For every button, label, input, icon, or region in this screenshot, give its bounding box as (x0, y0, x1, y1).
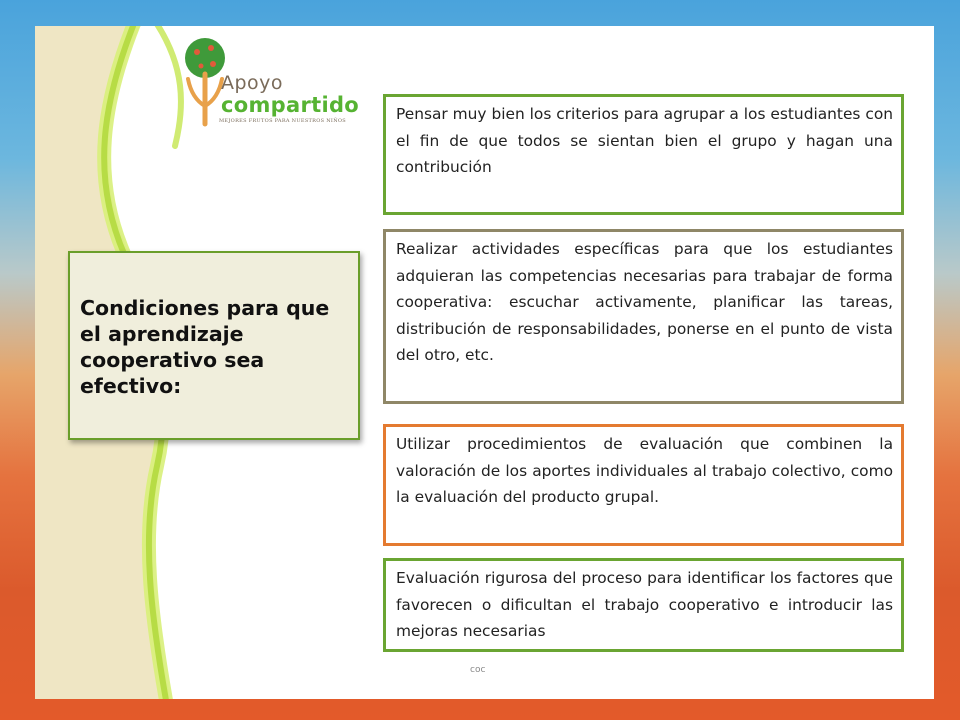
condition-box-2 (383, 229, 904, 404)
footer-label: coc (470, 665, 486, 675)
slide-title: Condiciones para que el aprendizaje cooperativo sea efectivo: (80, 296, 330, 398)
slide (35, 26, 934, 699)
condition-text-1: Pensar muy bien los criterios para agrupar a los estudiantes con el fin de que todos se sientan bien el grupo y hagan una contribución (396, 105, 893, 176)
condition-box-1 (383, 94, 904, 215)
condition-text-2: Realizar actividades específicas para que los estudiantes adquieran las competencias necesarias para trabajar de forma cooperativa: escuchar activamente, planificar las tareas, distribución de responsabilidades, ponerse en el punto de vista del otro, etc. (396, 240, 893, 364)
apoyo-compartido-logo (183, 34, 363, 134)
condition-box-3 (383, 424, 904, 546)
title-box (68, 251, 360, 440)
condition-text-4: Evaluación rigurosa del proceso para identificar los factores que favorecen o dificultan el trabajo cooperativo e introducir las mejoras necesarias (396, 569, 893, 640)
condition-box-4 (383, 558, 904, 652)
logo-tagline: MEJORES FRUTOS PARA NUESTROS NIÑOS (219, 118, 347, 124)
logo-text-compartido: compartido (221, 93, 360, 117)
condition-text-3: Utilizar procedimientos de evaluación que combinen la valoración de los aportes individuales al trabajo colectivo, como la evaluación del producto grupal. (396, 435, 893, 506)
logo-text-apoyo: Apoyo (221, 72, 284, 94)
